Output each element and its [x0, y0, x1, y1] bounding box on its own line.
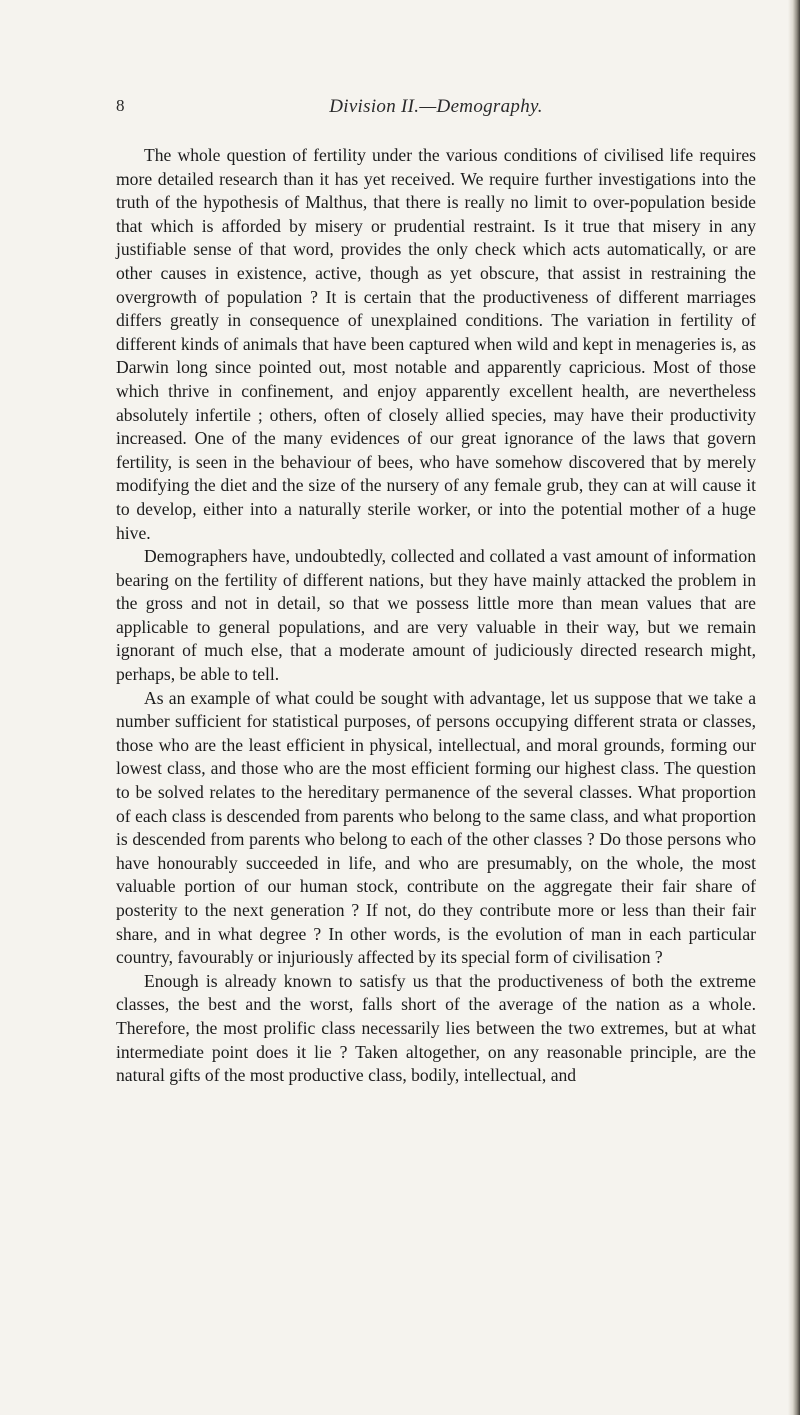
paragraph: Demographers have, undoubtedly, collected and collated a vast amount of information bearing on the fertility of different nations, but they have mainly attacked the problem in the gross and not in detail, so that we possess little more than mean values that are applicable to general populations, and are very valuable in their way, but we remain ignorant of much else, that a moderate amount of judiciously directed research might, perhaps, be able to tell.	[116, 546, 756, 685]
page-number: 8	[116, 96, 125, 115]
paragraph: Enough is already known to satisfy us that the productiveness of both the extreme classes, the best and the worst, falls short of the average of the nation as a whole. Therefore, the most prolific class necessarily lies between the two extremes, but at what intermediate point does it lie ? Taken altogether, on any reasonable principle, are the natural gifts of the most productive class, bodily, intellectual, and	[116, 970, 756, 1086]
running-title: Division II.—Demography.	[329, 96, 543, 117]
paragraph: The whole question of fertility under the various conditions of civilised life requires more detailed research than it has yet received. We require further investigations into the truth of the hypothesis of Malthus, that there is really no limit to over-population beside that which is afforded by misery or prudential restraint. Is it true that misery in any justifiable sense of that word, provides the only check which acts automatically, or are other causes in existence, active, though as yet obscure, that assist in restraining the overgrowth of population ? It is certain that the productiveness of different marriages differs greatly in consequence of unexplained conditions. The variation in fertility of different kinds of animals that have been captured when wild and kept in menageries is, as Darwin long since pointed out, most notable and apparently capricious. Most of those which thrive in confinement, and enjoy apparently excellent health, are nevertheless absolutely infertile ; others, often of closely allied species, may have their productivity increased. One of the many evidences of our great ignorance of the laws that govern fertility, is seen in the behaviour of bees, who have somehow discovered that by merely modifying the diet and the size of the nursery of any female grub, they can at will cause it to develop, either into a naturally sterile worker, or into the potential mother of a huge hive.	[116, 145, 756, 543]
page-edge-shadow	[788, 0, 800, 1415]
page-header	[116, 96, 756, 120]
paragraph: As an example of what could be sought with advantage, let us suppose that we take a number sufficient for statistical purposes, of persons occupying different strata or classes, those who are the least efficient in physical, intellectual, and moral grounds, forming our lowest class, and those who are the most efficient forming our highest class. The question to be solved relates to the hereditary permanence of the several classes. What proportion of each class is descended from parents who belong to the same class, and what proportion is descended from parents who belong to each of the other classes ? Do those persons who have honourably succeeded in life, and who are presumably, on the whole, the most valuable portion of our human stock, contribute on the aggregate their fair share of posterity to the next generation ? If not, do they contribute more or less than their fair share, and in what degree ? In other words, is the evolution of man in each particular country, favourably or injuriously affected by its special form of civilisation ?	[116, 687, 756, 968]
body-text	[116, 144, 756, 1088]
